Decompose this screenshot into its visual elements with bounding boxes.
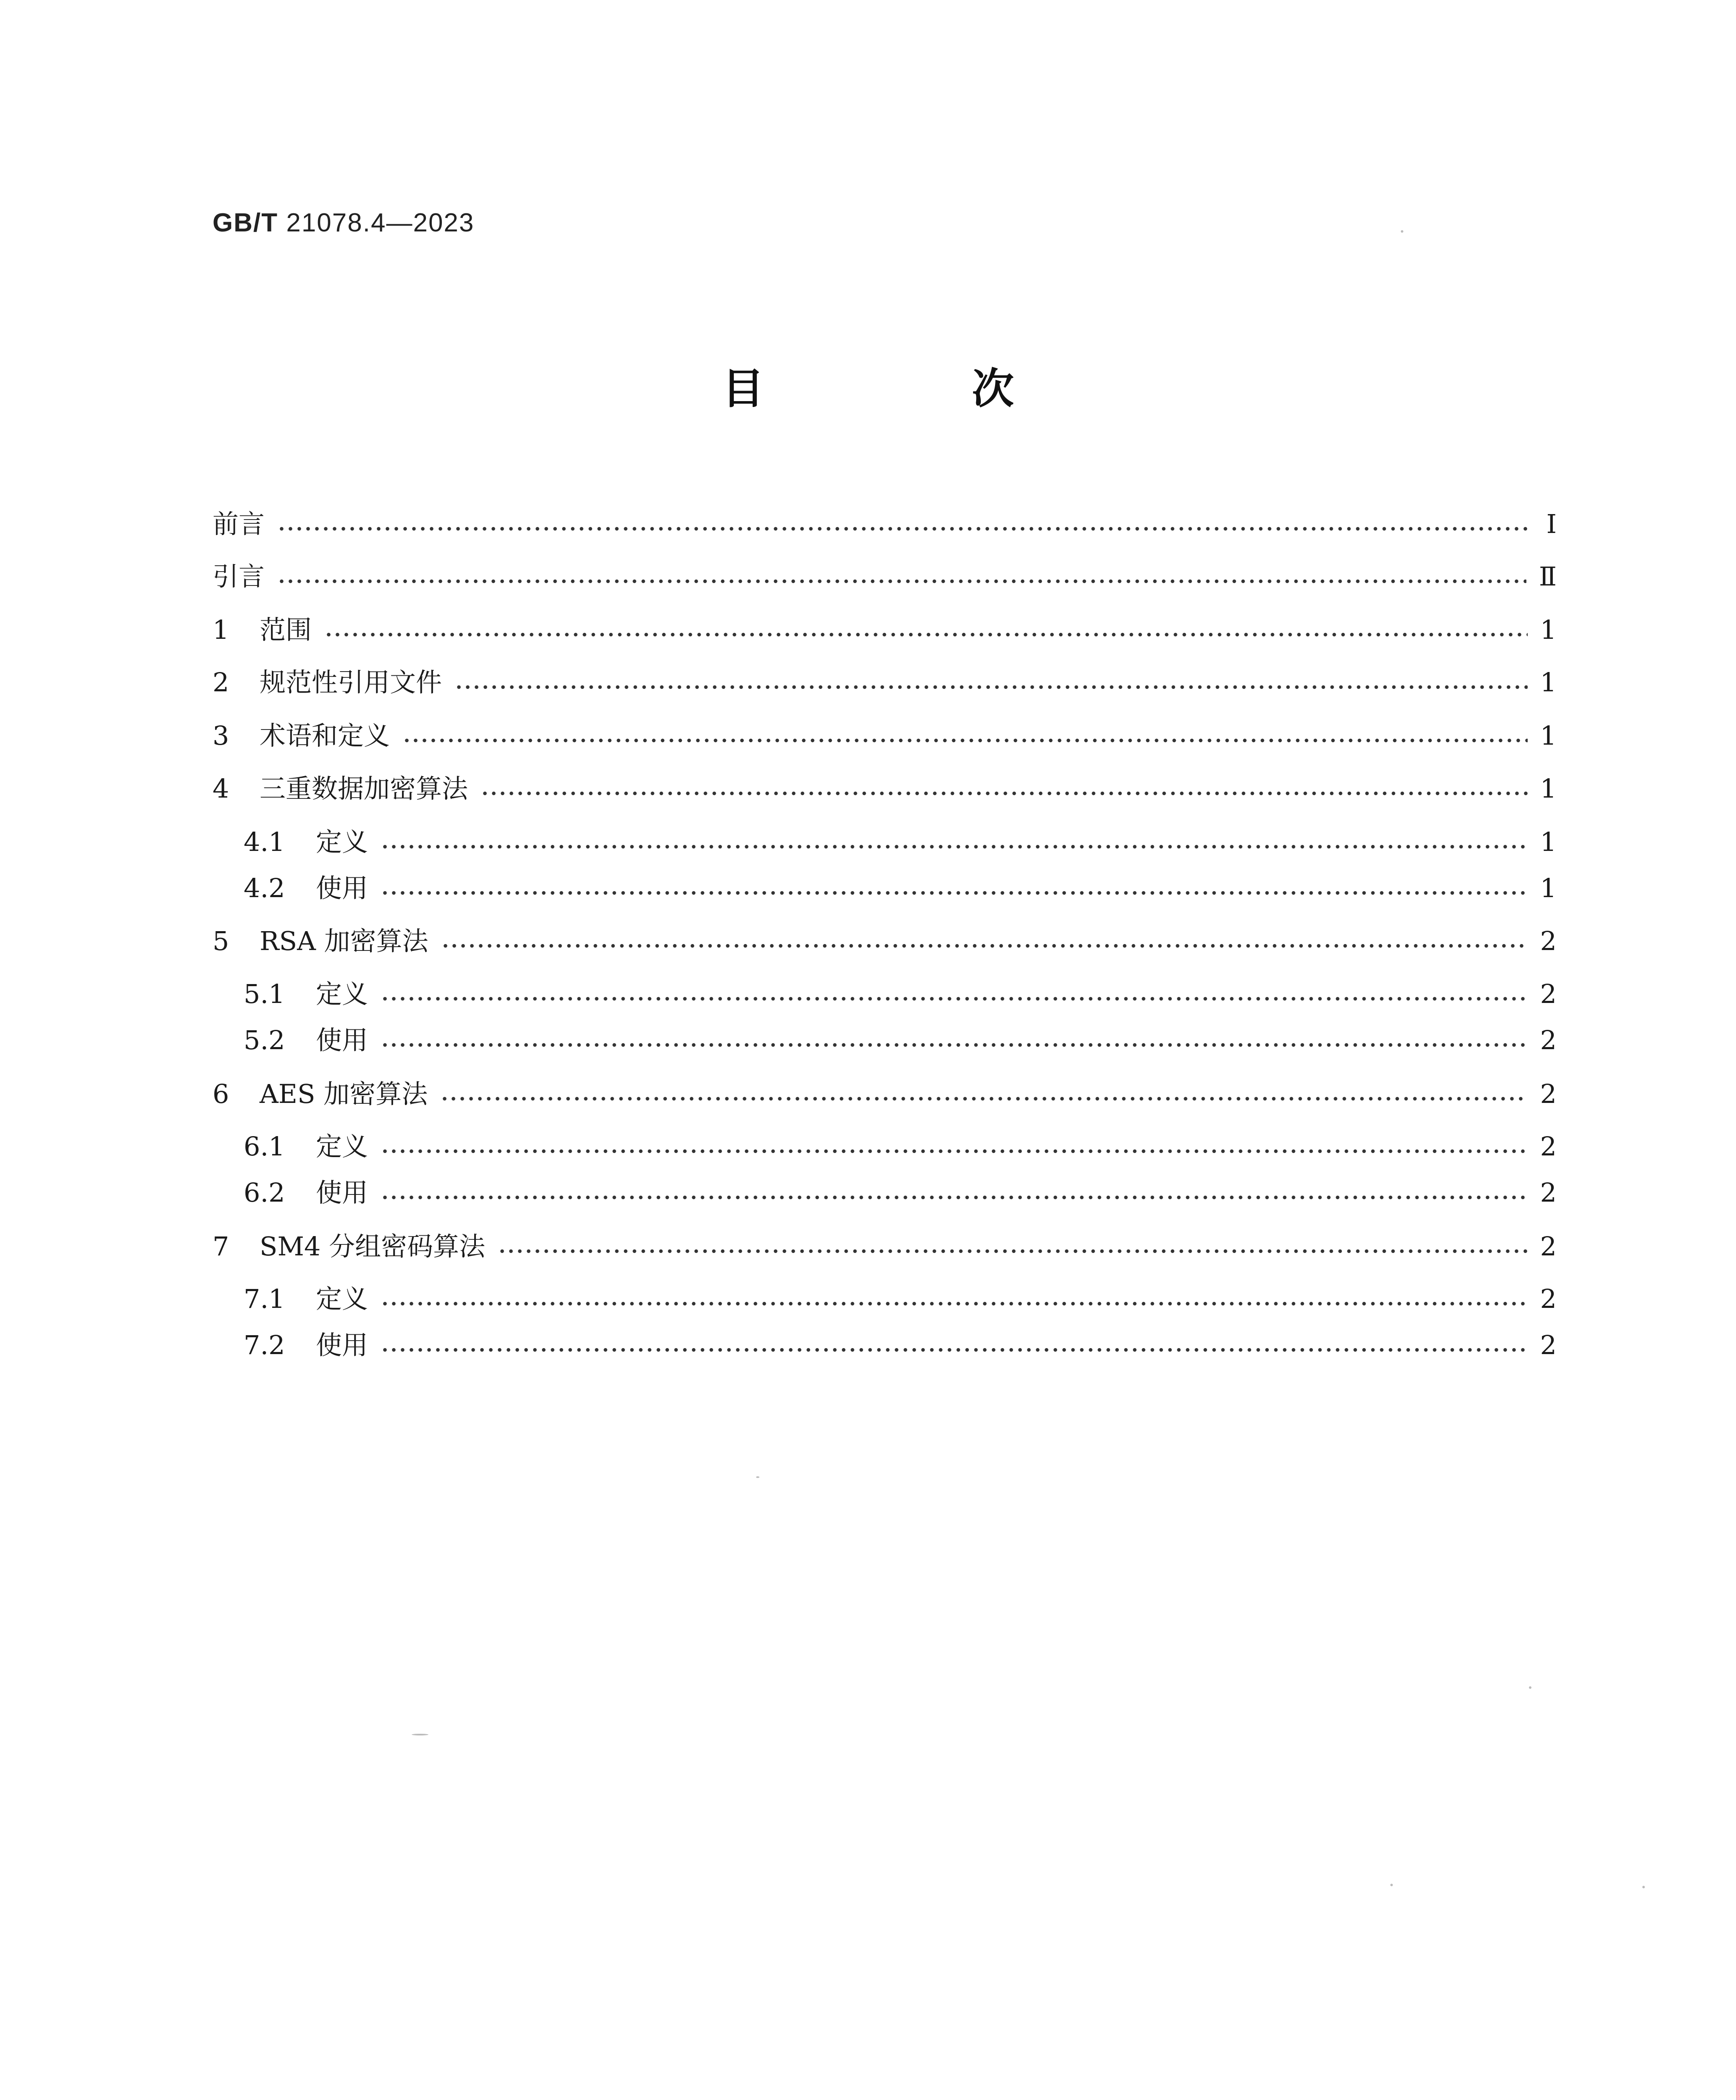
toc-dot-leader bbox=[381, 1148, 1528, 1154]
toc-dot-leader bbox=[498, 1248, 1527, 1254]
toc-entry[interactable] bbox=[244, 1130, 1557, 1163]
toc-dot-leader bbox=[381, 1301, 1528, 1307]
toc-entry-page: 2 bbox=[1540, 1231, 1557, 1262]
toc-entry-page: 2 bbox=[1540, 926, 1557, 956]
toc-entry-page: 2 bbox=[1540, 1079, 1557, 1109]
toc-entry-page: 1 bbox=[1540, 614, 1557, 645]
toc-entry-label: 使用 bbox=[316, 1330, 368, 1360]
toc-entry[interactable] bbox=[244, 1176, 1557, 1210]
toc-entry-label: 定义 bbox=[316, 827, 368, 857]
toc-entry-page: 2 bbox=[1540, 1284, 1557, 1314]
toc-entry-label: 三重数据加密算法 bbox=[260, 773, 468, 804]
toc-entry[interactable] bbox=[213, 560, 1557, 593]
toc-dot-leader bbox=[277, 578, 1526, 584]
toc-entry[interactable] bbox=[213, 507, 1557, 541]
toc-entry-page: 1 bbox=[1540, 827, 1557, 857]
scan-speck bbox=[1529, 1686, 1531, 1689]
toc-entry-number: 7 bbox=[213, 1231, 229, 1262]
toc-entry-number: 7.2 bbox=[244, 1330, 285, 1360]
toc-entry-page: 2 bbox=[1540, 1330, 1557, 1360]
toc-entry-label: 定义 bbox=[316, 1284, 368, 1314]
toc-entry-label: 范围 bbox=[260, 614, 312, 645]
toc-entry[interactable] bbox=[213, 719, 1557, 753]
toc-entry-page: 2 bbox=[1540, 1177, 1557, 1208]
toc-entry-number: 5 bbox=[213, 926, 229, 956]
toc-entry-label: RSA 加密算法 bbox=[260, 926, 428, 956]
toc-entry-number: 4.2 bbox=[244, 873, 285, 903]
toc-entry-number: 4 bbox=[213, 773, 229, 804]
scan-speck bbox=[412, 1734, 428, 1735]
toc-entry[interactable] bbox=[244, 977, 1557, 1011]
toc-entry-label: 使用 bbox=[316, 1177, 368, 1208]
toc-entry-page: 2 bbox=[1540, 1131, 1557, 1162]
standard-prefix: GB/T bbox=[213, 208, 278, 237]
toc-entry[interactable] bbox=[244, 825, 1557, 859]
toc-entry-page: 1 bbox=[1540, 667, 1557, 698]
toc-entry[interactable] bbox=[213, 1077, 1557, 1111]
toc-entry-number: 2 bbox=[213, 667, 229, 698]
toc-dot-leader bbox=[402, 738, 1528, 743]
toc-entry[interactable] bbox=[244, 872, 1557, 905]
toc-entry-label: 定义 bbox=[316, 979, 368, 1009]
toc-dot-leader bbox=[481, 790, 1528, 796]
toc-dot-leader bbox=[381, 844, 1528, 850]
toc-entry-label: 术语和定义 bbox=[260, 720, 390, 751]
toc-entry-number: 6.2 bbox=[244, 1177, 285, 1208]
toc-dot-leader bbox=[381, 1194, 1528, 1200]
toc-entry-label: 规范性引用文件 bbox=[260, 667, 442, 698]
toc-entry-label: 使用 bbox=[316, 873, 368, 903]
toc-dot-leader bbox=[381, 1347, 1528, 1353]
toc-dot-leader bbox=[324, 632, 1528, 638]
page-title: 目 次 bbox=[722, 364, 1111, 413]
toc-entry[interactable] bbox=[213, 772, 1557, 806]
toc-entry-number: 7.1 bbox=[244, 1284, 285, 1314]
toc-entry-label: 使用 bbox=[316, 1025, 368, 1055]
toc-entry[interactable] bbox=[244, 1328, 1557, 1362]
toc-entry-page: 2 bbox=[1540, 979, 1557, 1009]
toc-entry-number: 1 bbox=[213, 614, 229, 645]
scan-speck bbox=[756, 1476, 759, 1478]
toc-dot-leader bbox=[381, 890, 1528, 896]
toc-entry-page: 1 bbox=[1540, 720, 1557, 751]
toc-dot-leader bbox=[277, 526, 1529, 532]
toc-entry-page: 1 bbox=[1540, 873, 1557, 903]
toc-entry[interactable] bbox=[213, 1230, 1557, 1263]
toc-entry[interactable] bbox=[244, 1282, 1557, 1316]
toc-dot-leader bbox=[381, 996, 1528, 1002]
toc-entry-label: 定义 bbox=[316, 1131, 368, 1162]
toc-entry-number: 5.2 bbox=[244, 1025, 285, 1055]
toc-entry-page: Ⅱ bbox=[1539, 561, 1557, 592]
toc-entry-number: 4.1 bbox=[244, 827, 285, 857]
toc-entry-label: AES 加密算法 bbox=[260, 1079, 428, 1109]
toc-entry-page: 1 bbox=[1540, 773, 1557, 804]
standard-number: 21078.4—2023 bbox=[286, 208, 475, 237]
toc-entry[interactable] bbox=[213, 924, 1557, 958]
toc-entry[interactable] bbox=[213, 613, 1557, 647]
toc-entry-label: 前言 bbox=[213, 509, 265, 539]
scan-speck bbox=[1390, 1884, 1393, 1886]
toc-entry-number: 3 bbox=[213, 720, 229, 751]
toc-entry[interactable] bbox=[213, 666, 1557, 699]
toc-dot-leader bbox=[454, 684, 1528, 690]
toc-entry-page: 2 bbox=[1540, 1025, 1557, 1055]
toc-entry-number: 5.1 bbox=[244, 979, 285, 1009]
toc-dot-leader bbox=[440, 1096, 1527, 1102]
scan-speck bbox=[1642, 1886, 1645, 1888]
scan-speck bbox=[1401, 230, 1403, 233]
toc-dot-leader bbox=[381, 1042, 1528, 1048]
toc-dot-leader bbox=[441, 943, 1528, 949]
toc-entry-page: Ⅰ bbox=[1546, 509, 1557, 539]
toc-entry-number: 6 bbox=[213, 1079, 229, 1109]
toc-entry-label: SM4 分组密码算法 bbox=[260, 1231, 486, 1262]
toc-entry-number: 6.1 bbox=[244, 1131, 285, 1162]
toc-entry-label: 引言 bbox=[213, 561, 265, 592]
toc-entry[interactable] bbox=[244, 1024, 1557, 1057]
